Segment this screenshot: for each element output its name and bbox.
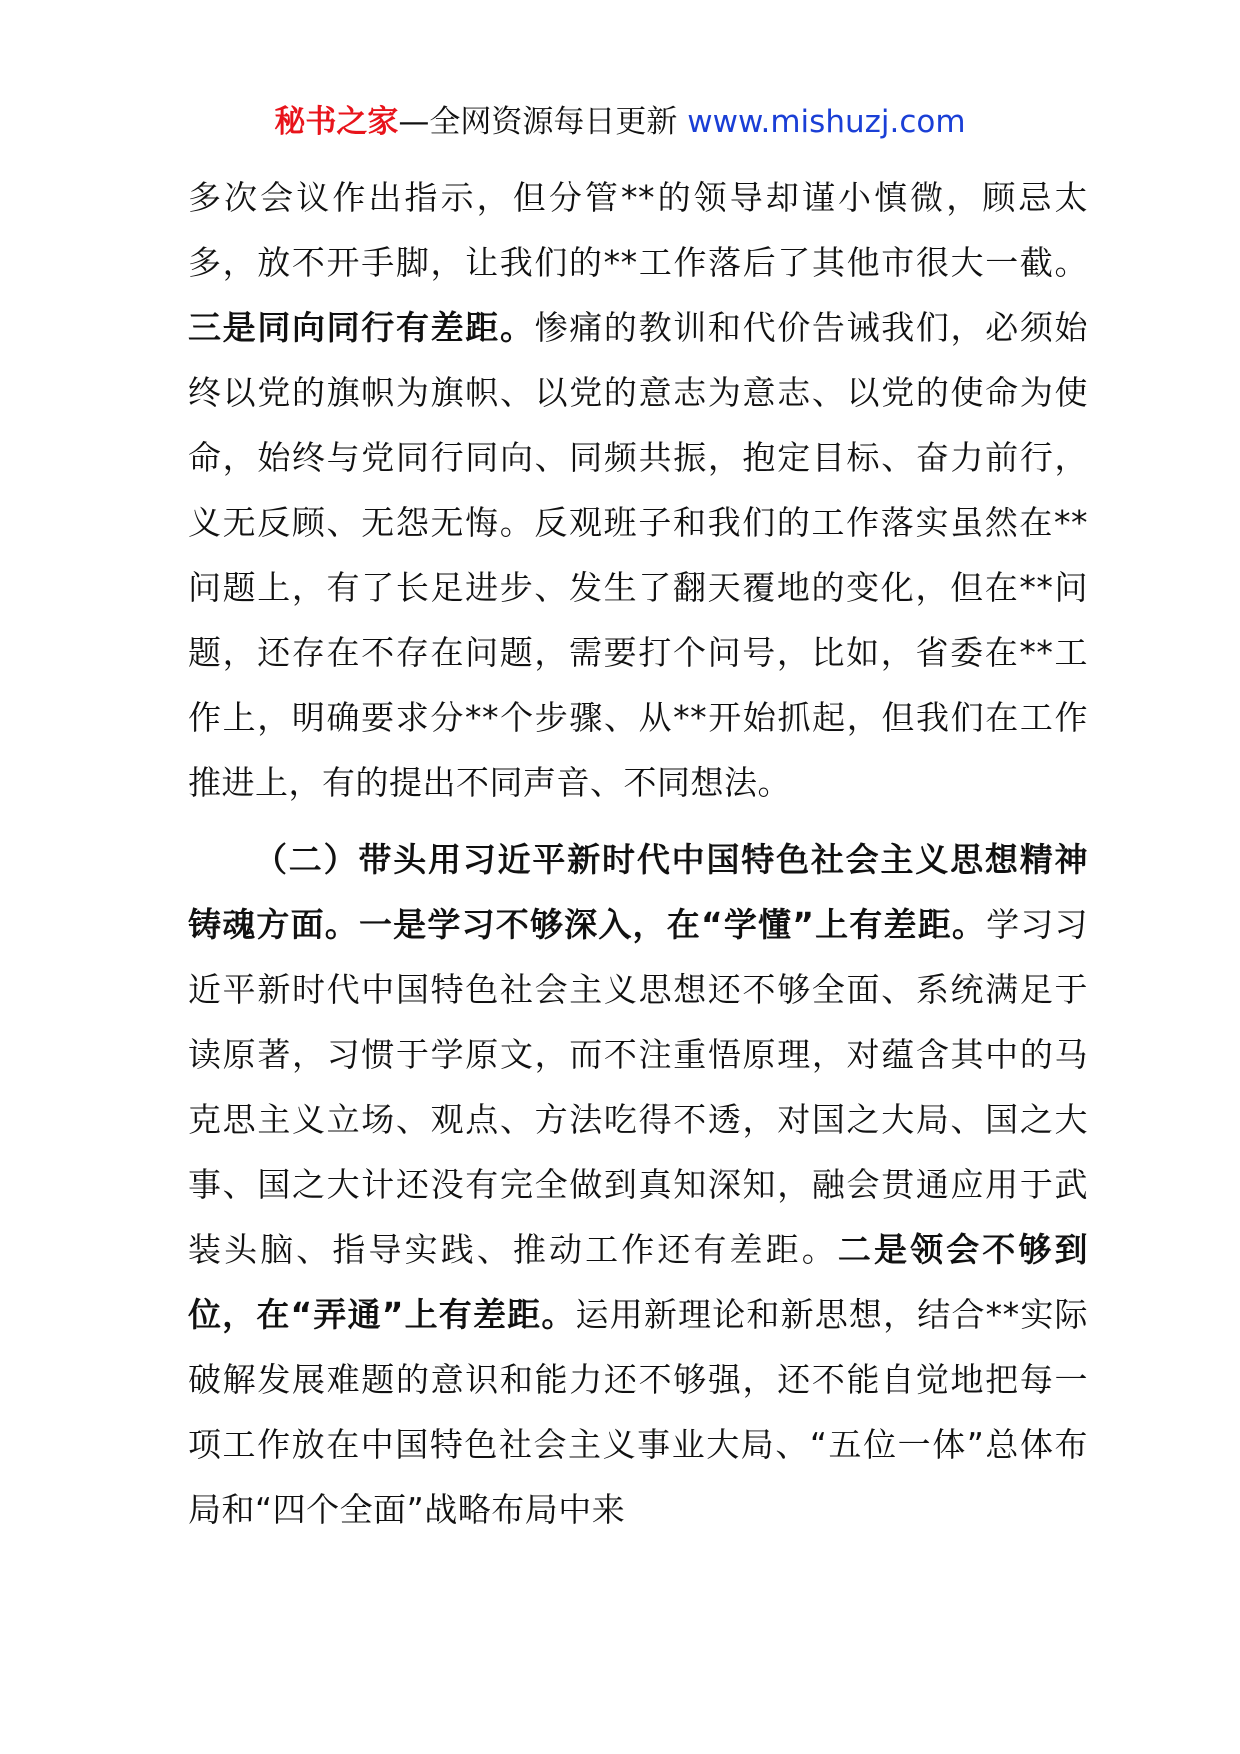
brand-name: 秘书之家 [274,104,399,140]
paragraph-1 [188,165,1088,815]
paragraph-2 [188,827,1088,1542]
paragraph-1-text-b: 惨痛的教训和代价告诫我们，必须始终以党的旗帜为旗帜、以党的意志为意志、以党的使命为使命，始终与党同行同向、同频共振，抱定目标、奋力前行，义无反顾、无怨无悔。反观班子和我们的工作落实虽然在**问题上，有了长足进步、发生了翻天覆地的变化，但在**问题，还存在不存在问题，需要打个问号，比如，省委在**工作上，明确要求分**个步骤、从**开始抓起，但我们在工作推进上，有的提出不同声音、不同想法。 [188,308,1089,802]
document-body [188,165,1088,1542]
header-tagline: —全网资源每日更新 [398,104,678,140]
paragraph-2-bold-point: 二是领会不够到位，在“弄通”上有差距。 [188,1230,1089,1334]
paragraph-2-text-a: 学习习近平新时代中国特色社会主义思想还不够全面、系统满足于读原著，习惯于学原文，而不注重悟原理，对蕴含其中的马克思主义立场、观点、方法吃得不透，对国之大局、国之大事、国之大计还没有完全做到真知深知，融会贯通应用于武装头脑、指导实践、推动工作还有差距。 [188,905,1088,1269]
site-url[interactable]: www.mishuzj.com [687,104,966,140]
paragraph-2-text-b: 运用新理论和新思想，结合**实际破解发展难题的意识和能力还不够强，还不能自觉地把每一项工作放在中国特色社会主义事业大局、“五位一体”总体布局和“四个全面”战略布局中来 [188,1295,1088,1529]
paragraph-1-bold-point: 三是同向同行有差距。 [188,308,535,347]
page-header [0,100,1240,144]
paragraph-1-text-a: 多次会议作出指示，但分管**的领导却谨小慎微，顾忌太多，放不开手脚，让我们的**工作落后了其他市很大一截。 [188,178,1088,282]
paragraph-2-heading: （二）带头用习近平新时代中国特色社会主义思想精神铸魂方面。一是学习不够深入，在“学懂”上有差距。 [188,840,1088,944]
